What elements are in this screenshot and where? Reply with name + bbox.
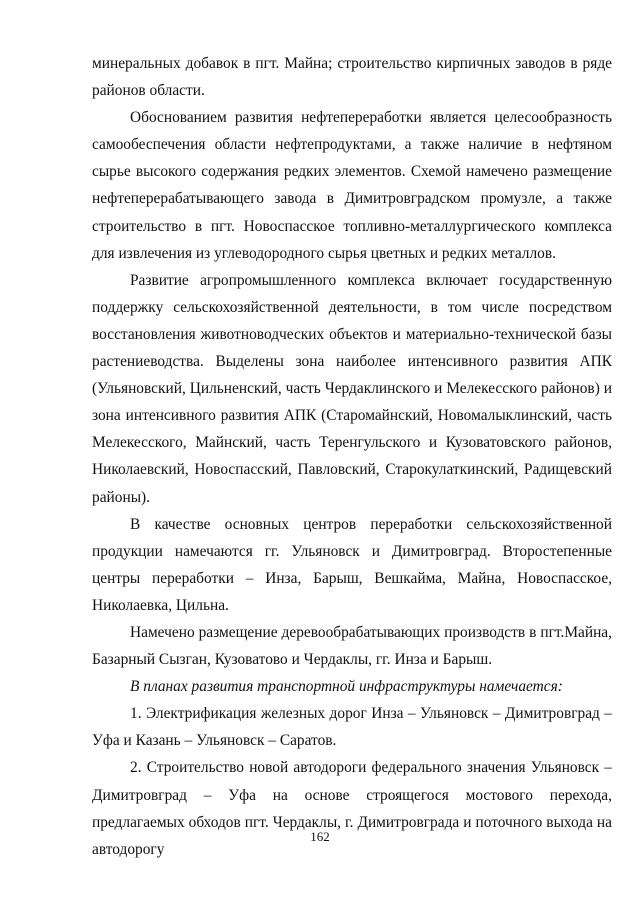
body-text [92,50,612,863]
paragraph-woodworking: Намечено размещение деревообрабатывающих производств в пгт.Майна, Базарный Сызган, Кузоватово и Чердаклы, гг. Инза и Барыш. [92,623,612,669]
list-item-electrification: 1. Электрификация железных дорог Инза – Ульяновск – Димитровград – Уфа и Казань – Ульяновск – Саратов. [92,705,612,750]
paragraph-transport-heading: В планах развития транспортной инфраструктуры намечается: [130,678,563,696]
page-number: 162 [310,829,330,844]
paragraph-agro-complex: Развитие агропромышленного комплекса включает государственную поддержку сельскохозяйственной деятельности, в том числе посредством восстановления животноводческих объектов и материально-технической базы растениеводства. Выделены зона наиболее интенсивного развития АПК (Ульяновский, Цильненский, часть Чердаклинского и Мелекесского районов) и зона интенсивного развития АПК (Старомайнский, Новомалыклинский, часть Мелекесского, Майнский, часть Теренгульского и Кузоватовского районов, Николаевский, Новоспасский, Павловский, Старокулаткинский, Радищевский районы). [92,271,612,506]
list-item-highway: 2. Строительство новой автодороги федерального значения Ульяновск – Димитровград – Уфа на основе строящегося мостового перехода, предлагаемых обходов пгт. Чердаклы, г. Димитровграда и поточного выхода на автодорогу [92,759,612,858]
paragraph-oil-refining: Обоснованием развития нефтепереработки является целесообразность самообеспечения области нефтепродуктами, а также наличие в нефтяном сырье высокого содержания редких элементов. Схемой намечено размещение нефтеперерабатывающего завода в Димитровградском промузле, а также строительство в пгт. Новоспасское топливно-металлургического комплекса для извлечения из углеводородного сырья цветных и редких металлов. [92,109,612,262]
paragraph-continuation: минеральных добавок в пгт. Майна; строительство кирпичных заводов в ряде районов области. [92,55,612,100]
paragraph-processing-centers: В качестве основных центров переработки сельскохозяйственной продукции намечаются гг. Ульяновск и Димитровград. Второстепенные центры переработки – Инза, Барыш, Вешкайма, Майна, Новоспасское, Николаевка, Цильна. [92,515,612,614]
